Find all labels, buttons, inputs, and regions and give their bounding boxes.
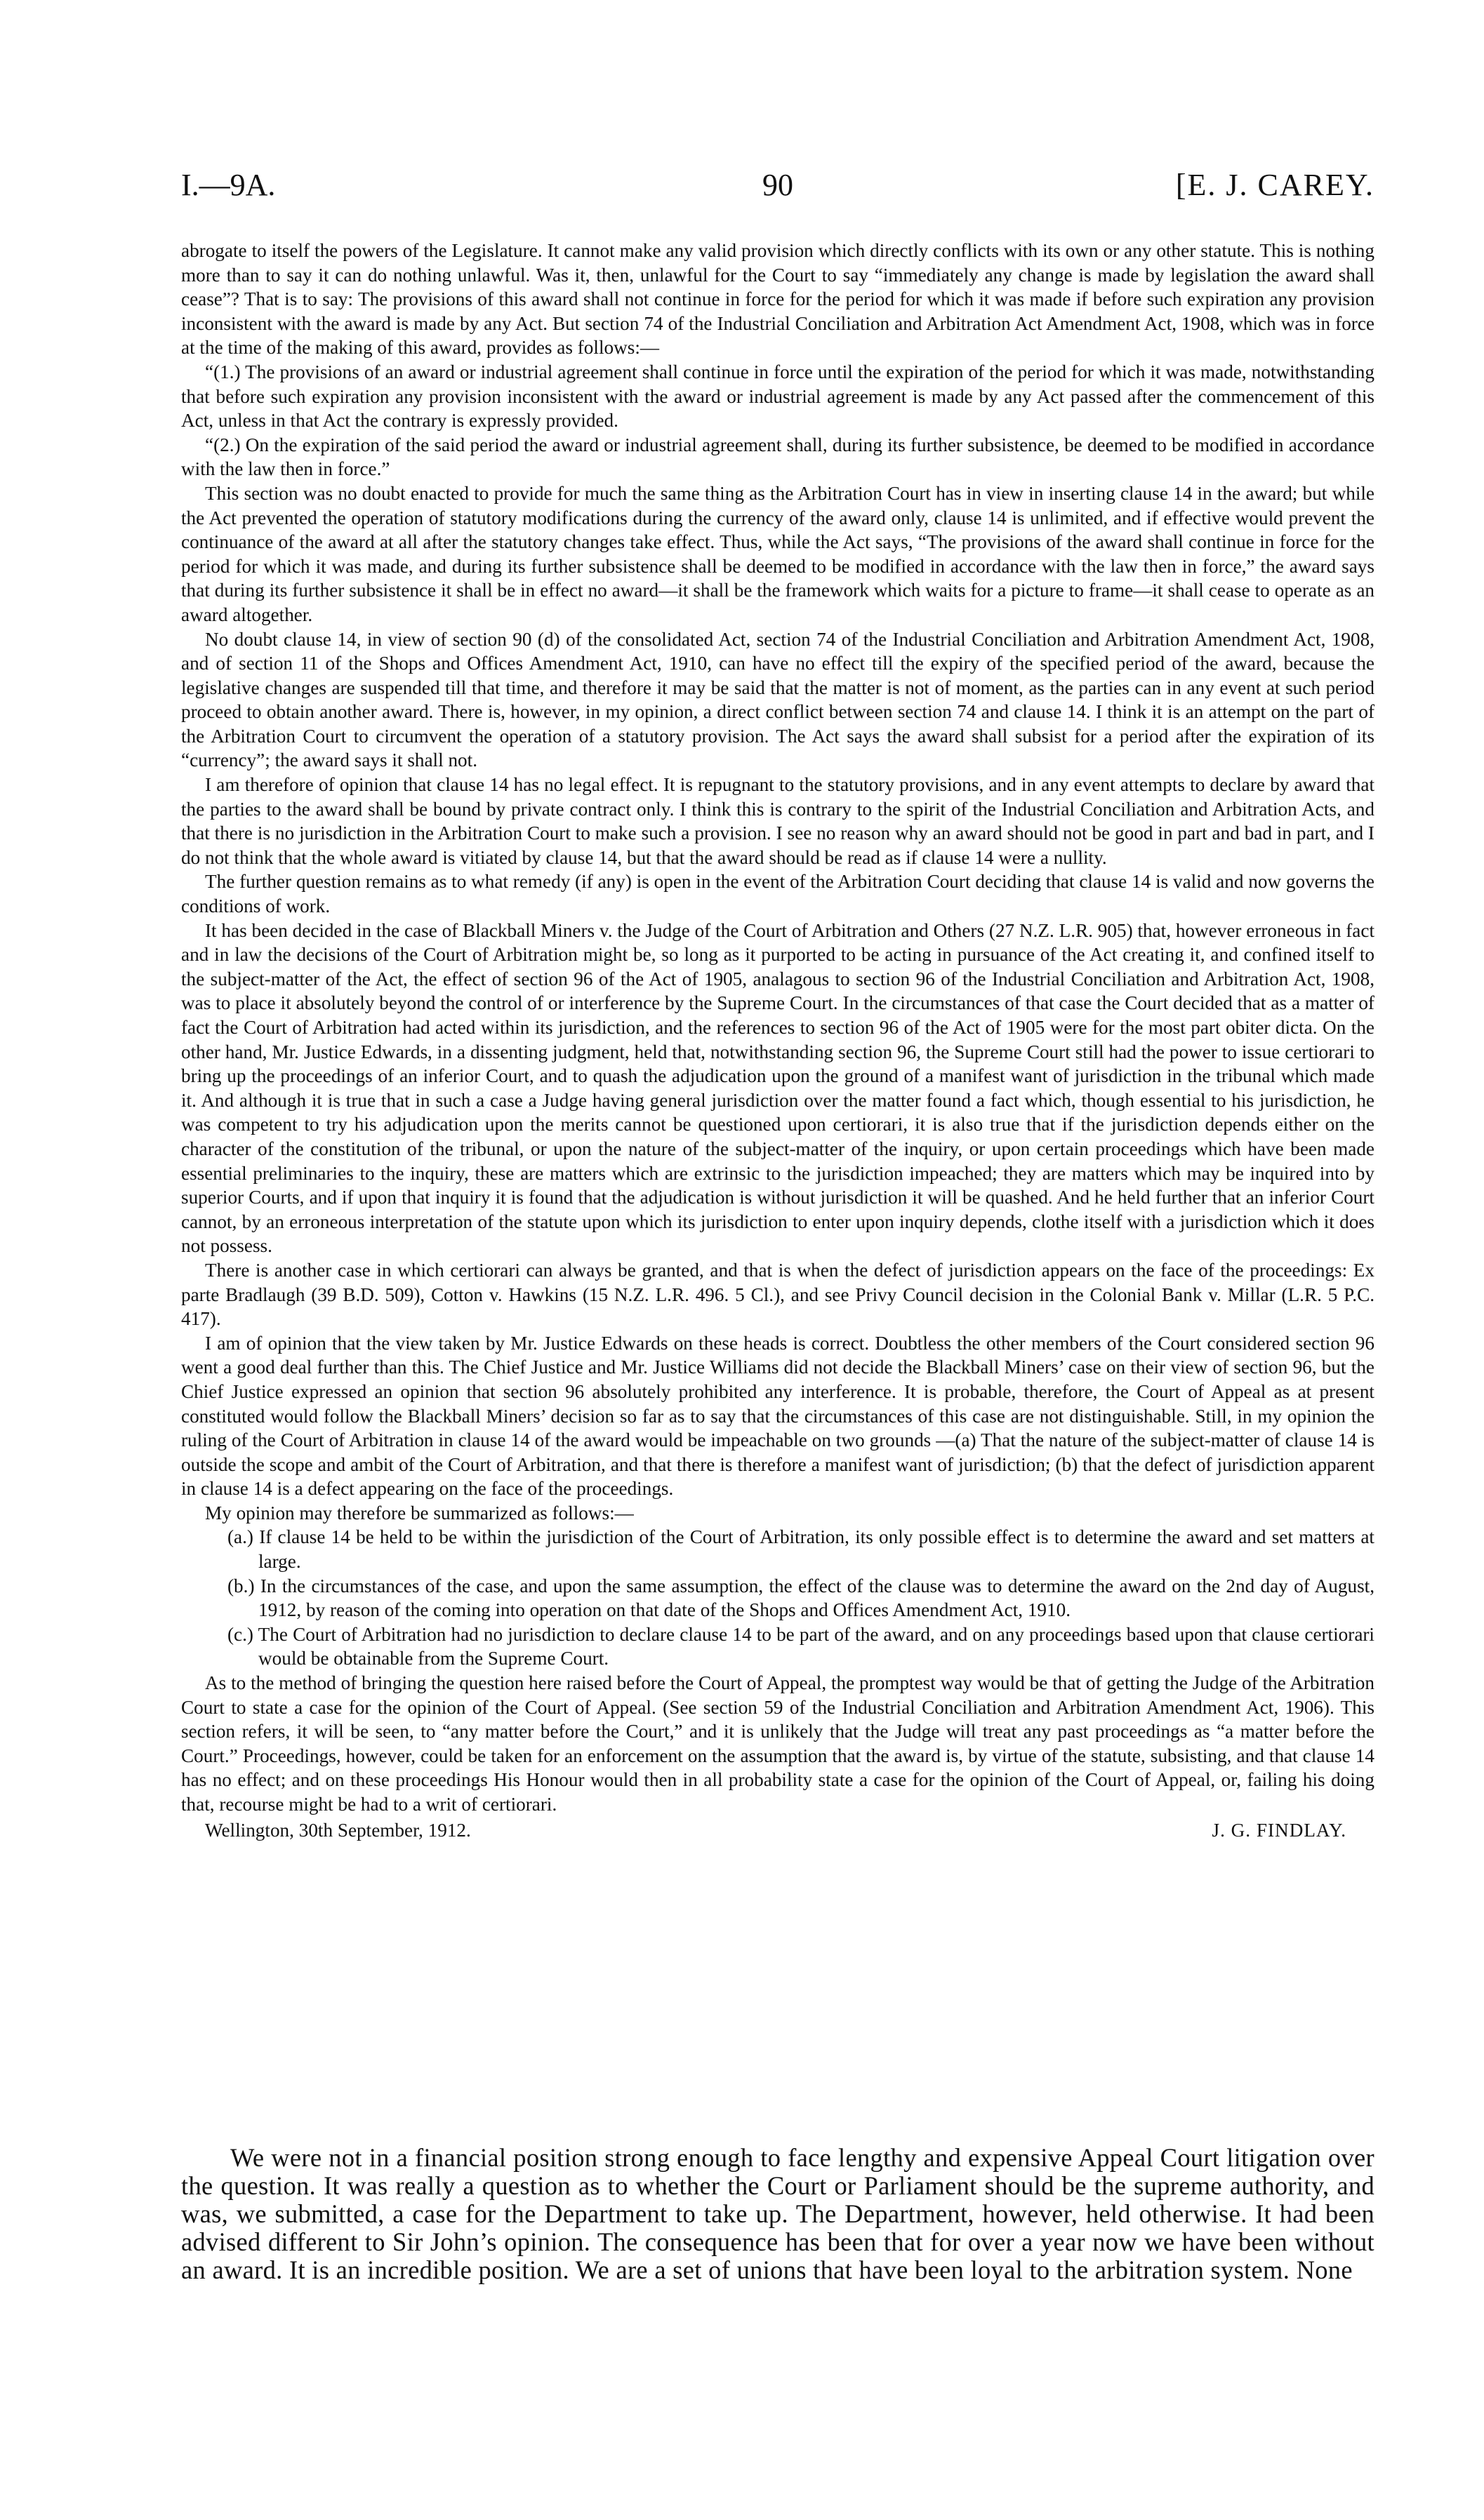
quoted-subsection-1: “(1.) The provisions of an award or industrial agreement shall continue in force until the expiration of the period for which it was made, notwithstanding that before such expiration any provision inconsistent with the award or industrial agreement is made by any Act passed after the commencement of this Act, unless in that Act the contrary is expressly provided. <box>181 361 1374 432</box>
list-item: (c.) The Court of Arbitration had no jurisdiction to declare clause 14 to be part of the award, and on any proceedings based upon that clause certiorari would be obtainable from the Supreme Court. <box>227 1623 1374 1669</box>
signature: J. G. FINDLAY. <box>1212 1819 1346 1841</box>
place-date: Wellington, 30th September, 1912. <box>205 1819 471 1841</box>
signoff <box>181 1818 1374 1844</box>
summary-intro: My opinion may therefore be summarized as follows:— <box>205 1502 634 1524</box>
closing-paragraph: As to the method of bringing the question here raised before the Court of Appeal, the promptest way would be that of getting the Judge of the Arbitration Court to state a case for the opinion of the Court of Appeal. (See section 59 of the Industrial Conciliation and Arbitration Amendment Act, 1906). This section refers, it will be seen, to “any matter before the Court,” and it is unlikely that the Judge will treat any past proceedings as “a matter before the Court.” Proceedings, however, could be taken for an enforcement on the assumption that the award is, by virtue of the statute, subsisting, and that clause 14 has no effect; and on these proceedings His Honour would then in all probability state a case for the opinion of the Court of Appeal, or, failing his doing that, recourse might be had to a writ of certiorari. <box>181 1672 1374 1815</box>
page-header <box>181 167 1374 209</box>
witness-name: [E. J. CAREY. <box>1175 168 1374 202</box>
list-item: (b.) In the circumstances of the case, and upon the same assumption, the effect of the clause was to determine the award on the 2nd day of August, 1912, by reason of the coming into operation on that date of the Shops and Offices Amendment Act, 1910. <box>227 1575 1374 1621</box>
paragraph: I am of opinion that the view taken by Mr. Justice Edwards on these heads is correct. Doubtless the other members of the Court considered section 96 went a good deal further than this. The Chief Justice and Mr. Justice Williams did not decide the Blackball Miners’ case on their view of section 96, but the Chief Justice expressed an opinion that section 96 absolutely prohibited any interference. It is probable, therefore, the Court of Appeal as at present constituted would follow the Blackball Miners’ decision so far as to say that the circumstances of this case are not distinguishable. Still, in my opinion the ruling of the Court of Arbitration in clause 14 of the award would be impeachable on two grounds —(a) That the nature of the subject-matter of clause 14 is outside the scope and ambit of the Court of Arbitration, and that there is therefore a manifest want of jurisdiction; (b) that the defect of jurisdiction apparent in clause 14 is a defect appearing on the face of the proceedings. <box>181 1332 1374 1500</box>
evidence-continuation <box>181 2144 1374 2284</box>
paragraph: It has been decided in the case of Blackball Miners v. the Judge of the Court of Arbitration and Others (27 N.Z. L.R. 905) that, however erroneous in fact and in law the decisions of the Court of Arbitration might be, so long as it purported to be acting in pursuance of the Act creating it, and confined itself to the subject-matter of the Act, the effect of section 96 of the Act of 1905, analagous to section 96 of the Industrial Conciliation and Arbitration Act, 1908, was to place it absolutely beyond the control of or interference by the Supreme Court. In the circumstances of that case the Court decided that as a matter of fact the Court of Arbitration had acted within its jurisdiction, and the references to section 96 of the Act of 1905 were for the most part obiter dicta. On the other hand, Mr. Justice Edwards, in a dissenting judgment, held that, notwithstanding section 96, the Supreme Court still had the power to issue certiorari to bring up the proceedings of an inferior Court, and to quash the adjudication upon the ground of a manifest want of jurisdiction in the tribunal which made it. And although it is true that in such a case a Judge having general jurisdiction over the matter found a fact which, though essential to his jurisdiction, he was competent to try his adjudication upon the merits cannot be questioned upon certiorari, it is also true that if the jurisdiction depends either on the character of the constitution of the tribunal, or upon the nature of the subject-matter of the inquiry, or upon certain proceedings which have been made essential preliminaries to the inquiry, these are matters which are extrinsic to the jurisdiction impeached; they are matters which may be inquired into by superior Courts, and if upon that inquiry it is found that the adjudication is without jurisdiction it will be quashed. And he held further that an inferior Court cannot, by an erroneous interpretation of the statute upon which its jurisdiction to enter upon inquiry depends, clothe itself with a jurisdiction which it does not possess. <box>181 919 1374 1257</box>
list-item: (a.) If clause 14 be held to be within the jurisdiction of the Court of Arbitration, its only possible effect is to determine the award and set matters at large. <box>227 1526 1374 1573</box>
quoted-subsection-2: “(2.) On the expiration of the said period the award or industrial agreement shall, during its further subsistence, be deemed to be modified in accordance with the law then in force.” <box>181 434 1374 480</box>
paper-reference: I.—9A. <box>181 168 276 202</box>
paragraph: I am therefore of opinion that clause 14 has no legal effect. It is repugnant to the statutory provisions, and in any event attempts to declare by award that the parties to the award shall be bound by private contract only. I think this is contrary to the spirit of the Industrial Conciliation and Arbitration Acts, and that there is no jurisdiction in the Arbitration Court to make such a provision. I see no reason why an award should not be good in part and bad in part, and I do not think that the whole award is vitiated by clause 14, but that the award should be read as if clause 14 were a nullity. <box>181 774 1374 868</box>
paragraph: No doubt clause 14, in view of section 90 (d) of the consolidated Act, section 74 of the Industrial Conciliation and Arbitration Amendment Act, 1908, and of section 11 of the Shops and Offices Amendment Act, 1910, can have no effect till the expiry of the specified period of the award, because the legislative changes are suspended till that time, and therefore it may be said that the matter is not of moment, as the parties can in any event at such period proceed to obtain another award. There is, however, in my opinion, a direct conflict between section 74 and clause 14. I think it is an attempt on the part of the Arbitration Court to circumvent the operation of a statutory provision. The Act says the award shall subsist for a period after the expiration of its “currency”; the award says it shall not. <box>181 628 1374 771</box>
page-number: 90 <box>762 168 793 202</box>
paragraph: abrogate to itself the powers of the Legislature. It cannot make any valid provision which directly conflicts with its own or any other statute. This is nothing more than to say it can do nothing unlawful. Was it, then, unlawful for the Court to say “immediately any change is made by legislation the award shall cease”? That is to say: The provisions of this award shall not continue in force for the period for which it was made if before such expiration any provision inconsistent with the award is made by any Act. But section 74 of the Industrial Conciliation and Arbitration Act Amendment Act, 1908, which was in force at the time of the making of this award, provides as follows:— <box>181 240 1374 359</box>
paragraph: The further question remains as to what remedy (if any) is open in the event of the Arbitration Court deciding that clause 14 is valid and now governs the conditions of work. <box>181 871 1374 917</box>
paragraph: We were not in a financial position strong enough to face lengthy and expensive Appeal Court litigation over the question. It was really a question as to whether the Court or Parliament should be the supreme authority, and was, we submitted, a case for the Department to take up. The Department, however, held otherwise. It had been advised different to Sir John’s opinion. The consequence has been that for over a year now we have been without an award. It is an incredible position. We are a set of unions that have been loyal to the arbitration system. None <box>181 2143 1374 2284</box>
summary-list <box>181 1525 1374 1671</box>
paragraph: This section was no doubt enacted to provide for much the same thing as the Arbitration Court has in view in inserting clause 14 in the award; but while the Act prevented the operation of statutory modifications during the currency of the award only, clause 14 is unlimited, and if effective would prevent the continuance of the award at all after the statutory changes take effect. Thus, while the Act says, “The provisions of the award shall continue in force for the period for which it was made, and during its further subsistence shall be deemed to be modified in accordance with the law then in force,” the award says that during its further subsistence it shall be in effect no award—it shall be the framework which waits for a picture to frame—it shall cease to operate as an award altogether. <box>181 482 1374 625</box>
opinion-text <box>181 239 1374 1844</box>
paragraph: There is another case in which certiorari can always be granted, and that is when the defect of jurisdiction appears on the face of the proceedings: Ex parte Bradlaugh (39 B.D. 509), Cotton v. Hawkins (15 N.Z. L.R. 496. 5 Cl.), and see Privy Council decision in the Colonial Bank v. Millar (L.R. 5 P.C. 417). <box>181 1259 1374 1330</box>
